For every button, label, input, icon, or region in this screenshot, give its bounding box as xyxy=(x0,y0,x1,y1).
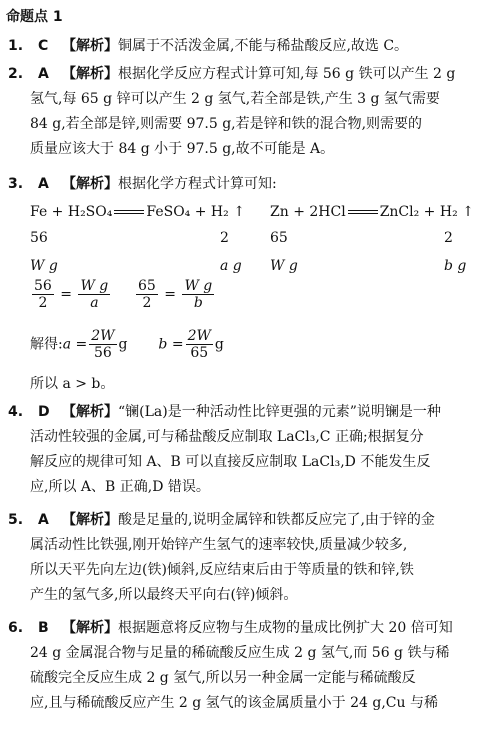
numerator: W g xyxy=(184,278,213,294)
fraction xyxy=(182,278,214,311)
answer-letter: A xyxy=(38,512,49,528)
ratio-zinc: $\frac{65}{2}$ = $\frac{\text{W g}}{b}$ xyxy=(138,278,213,311)
explanation-text: 根据化学反应方程式计算可知,每 56 g 铁可以产生 2 g xyxy=(118,66,456,82)
numerator: 65 xyxy=(138,278,156,294)
analysis-tag: 【解析】 xyxy=(62,66,118,82)
explanation-line: 84 g,若全部是锌,则需要 97.5 g,若是锌和铁的混合物,则需要的 xyxy=(30,116,423,132)
explanation-line: 所以天平先向左边(铁)倾斜,反应结束后由于等质量的铁和锌,铁 xyxy=(30,562,414,578)
answer-letter: A xyxy=(38,66,49,82)
h2-mass-b: 2 xyxy=(444,230,453,246)
analysis-tag: 【解析】 xyxy=(62,512,118,528)
denominator: a xyxy=(90,295,99,311)
explanation-text: 根据化学方程式计算可知: xyxy=(118,176,277,192)
numerator: 2W xyxy=(187,328,211,344)
equation-reactants: Fe + H₂SO₄ xyxy=(30,204,113,220)
fraction xyxy=(186,328,213,361)
numerator: 2W xyxy=(91,328,115,344)
answer-letter: C xyxy=(38,38,49,54)
question-2 xyxy=(8,62,494,162)
explanation-line: 质量应该大于 84 g 小于 97.5 g,故不可能是 A。 xyxy=(30,141,335,157)
question-number: 6. xyxy=(8,620,24,636)
solve-label: 解得: xyxy=(30,336,63,353)
explanation-line: 24 g 金属混合物与足量的稀硫酸反应生成 2 g 氢气,而 56 g 铁与稀 xyxy=(30,645,450,661)
explanation-line xyxy=(62,616,453,641)
explanation-line: 活动性较强的金属,可与稀盐酸反应制取 LaCl₃,C 正确;根据复分 xyxy=(30,429,424,445)
unit: g xyxy=(214,336,224,353)
section-heading: 命题点 1 xyxy=(6,9,63,25)
explanation-line: 产生的氢气多,所以最终天平向右(锌)倾斜。 xyxy=(30,587,298,603)
explanation-text: 根据题意将反应物与生成物的量成比例扩大 20 倍可知 xyxy=(118,620,453,636)
question-number: 2. xyxy=(8,66,24,82)
explanation-line xyxy=(62,62,455,87)
denominator: 56 xyxy=(93,345,112,361)
answer-letter: B xyxy=(38,620,49,636)
question-number: 4. xyxy=(8,404,24,420)
h2-unknown-b: b g xyxy=(444,258,467,274)
fraction xyxy=(136,278,158,311)
h2-unknown-a: a g xyxy=(220,258,242,274)
numerator: 56 xyxy=(34,278,52,294)
denominator: 2 xyxy=(142,295,152,311)
question-3 xyxy=(8,172,494,402)
zn-sample-mass: W g xyxy=(270,258,298,274)
question-number: 5. xyxy=(8,512,24,528)
explanation-line: 属活动性比铁强,刚开始锌产生氢气的速率较快,质量减少较多, xyxy=(30,537,408,553)
question-1 xyxy=(8,34,494,59)
equation-iron xyxy=(30,200,245,225)
equals-sign xyxy=(348,210,378,214)
unit: g xyxy=(118,336,128,353)
fraction xyxy=(32,278,54,311)
explanation-line: 应,所以 A、B 正确,D 错误。 xyxy=(30,479,210,495)
explanation-text: 铜属于不活泼金属,不能与稀盐酸反应,故选 C。 xyxy=(118,38,409,54)
ratio-iron: $\frac{56}{2}$ = $\frac{\text{W g}}{a}$ xyxy=(34,278,109,311)
question-6 xyxy=(8,616,494,716)
numerator: W g xyxy=(80,278,109,294)
answer-letter: A xyxy=(38,176,49,192)
explanation-line xyxy=(62,400,441,425)
equation-zinc xyxy=(270,200,474,225)
answer-explanation xyxy=(62,34,408,59)
equals-sign xyxy=(114,210,144,214)
explanation-line xyxy=(62,172,277,197)
explanation-line xyxy=(62,508,435,533)
explanation-text: 酸是足量的,说明金属锌和铁都反应完了,由于锌的金 xyxy=(118,512,435,528)
equation-products: FeSO₄ + H₂ ↑ xyxy=(146,204,245,220)
solution-b-lhs: b = xyxy=(158,336,184,353)
denominator: 2 xyxy=(38,295,48,311)
analysis-tag: 【解析】 xyxy=(62,38,118,54)
denominator: b xyxy=(193,295,203,311)
explanation-line: 解反应的规律可知 A、B 可以直接反应制取 LaCl₃,D 不能发生反 xyxy=(30,454,431,470)
equation-products: ZnCl₂ + H₂ ↑ xyxy=(379,204,474,220)
fraction xyxy=(89,328,116,361)
h2-mass-a: 2 xyxy=(220,230,229,246)
question-5 xyxy=(8,508,494,608)
zn-molar-mass: 65 xyxy=(270,230,288,246)
fe-molar-mass: 56 xyxy=(30,230,48,246)
solution-row xyxy=(30,328,224,361)
question-4 xyxy=(8,400,494,500)
explanation-line: 氢气,每 65 g 锌可以产生 2 g 氢气,若全部是铁,产生 3 g 氢气需要 xyxy=(30,91,440,107)
answer-letter: D xyxy=(38,404,50,420)
explanation-line: 应,且与稀硫酸反应产生 2 g 氢气的该金属质量小于 24 g,Cu 与稀 xyxy=(30,695,438,711)
analysis-tag: 【解析】 xyxy=(62,620,118,636)
fraction xyxy=(78,278,110,311)
denominator: 65 xyxy=(190,345,209,361)
analysis-tag: 【解析】 xyxy=(62,404,118,420)
analysis-tag: 【解析】 xyxy=(62,176,118,192)
fe-sample-mass: W g xyxy=(30,258,58,274)
equation-reactants: Zn + 2HCl xyxy=(270,204,346,220)
solution-a-lhs: a = xyxy=(62,336,88,353)
conclusion: 所以 a > b。 xyxy=(30,376,115,392)
explanation-line: 硫酸完全反应生成 2 g 氢气,所以另一种金属一定能与稀硫酸反 xyxy=(30,670,416,686)
explanation-text: “镧(La)是一种活动性比锌更强的元素”说明镧是一种 xyxy=(118,404,441,420)
question-number: 1. xyxy=(8,38,24,54)
question-number: 3. xyxy=(8,176,24,192)
